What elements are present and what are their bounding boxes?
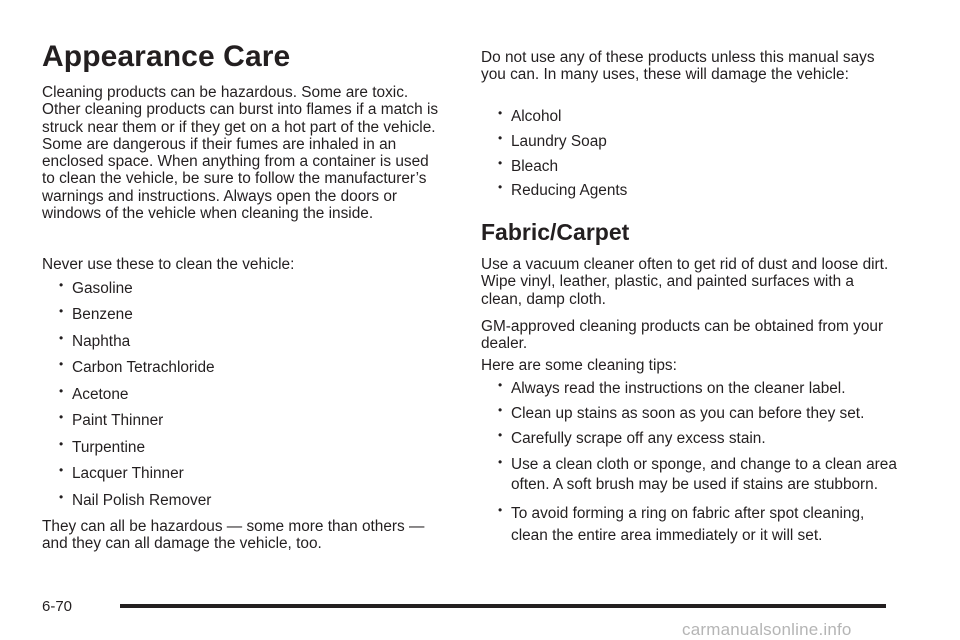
list-item: • Gasoline: [42, 280, 444, 297]
list-item: • Bleach: [481, 158, 899, 175]
list-item: • Naphtha: [42, 333, 444, 350]
list-item: • Carefully scrape off any excess stain.: [481, 430, 899, 447]
list-item: • Reducing Agents: [481, 182, 899, 199]
list-item: • Lacquer Thinner: [42, 465, 444, 482]
never-use-lead: Never use these to clean the vehicle:: [42, 256, 295, 273]
never-use-list: [42, 280, 444, 518]
section-title-fabric-carpet: Fabric/Carpet: [481, 219, 630, 245]
list-item: • Acetone: [42, 386, 444, 403]
list-item: • Turpentine: [42, 439, 444, 456]
list-item: • To avoid forming a ring on fabric after spot cleaning, clean the entire area immediately or it will set.: [481, 503, 899, 546]
list-item: • Clean up stains as soon as you can before they set.: [481, 405, 899, 422]
dealer-paragraph: GM-approved cleaning products can be obtained from your dealer.: [481, 318, 884, 353]
do-not-use-lead: Do not use any of these products unless this manual says you can. In many uses, these will damage the vehicle:: [481, 49, 875, 84]
list-item: • Always read the instructions on the cleaner label.: [481, 380, 899, 397]
footer-rule: [120, 604, 886, 608]
list-item: • Benzene: [42, 306, 444, 323]
list-item: • Paint Thinner: [42, 412, 444, 429]
do-not-use-list: [481, 108, 899, 207]
watermark: carmanualsonline.info: [682, 620, 852, 639]
list-item: • Use a clean cloth or sponge, and change to a clean area often. A soft brush may be used if stains are stubborn.: [481, 455, 899, 495]
page-number: 6-70: [42, 598, 73, 615]
cleaning-tips-list: [481, 380, 899, 546]
page-title: Appearance Care: [42, 40, 291, 73]
vacuum-paragraph: Use a vacuum cleaner often to get rid of dust and loose dirt. Wipe vinyl, leather, plastic, and painted surfaces with a clean, damp cloth.: [481, 256, 889, 308]
list-item: • Laundry Soap: [481, 133, 899, 150]
intro-paragraph: Cleaning products can be hazardous. Some are toxic. Other cleaning products can burst into flames if a match is struck near them or if they get on a hot part of the vehicle. Some are dangerous if their fumes are inhaled in an enclosed space. When anything from a container is used to clean the vehicle, be sure to follow the manufacturer’s warnings and instructions. Always open the doors or windows of the vehicle when cleaning the inside.: [42, 84, 439, 223]
list-item: • Nail Polish Remover: [42, 492, 444, 509]
closing-paragraph: They can all be hazardous — some more than others — and they can all damage the vehicle, too.: [42, 518, 425, 553]
list-item: • Carbon Tetrachloride: [42, 359, 444, 376]
list-item: • Alcohol: [481, 108, 899, 125]
tips-lead: Here are some cleaning tips:: [481, 357, 677, 374]
